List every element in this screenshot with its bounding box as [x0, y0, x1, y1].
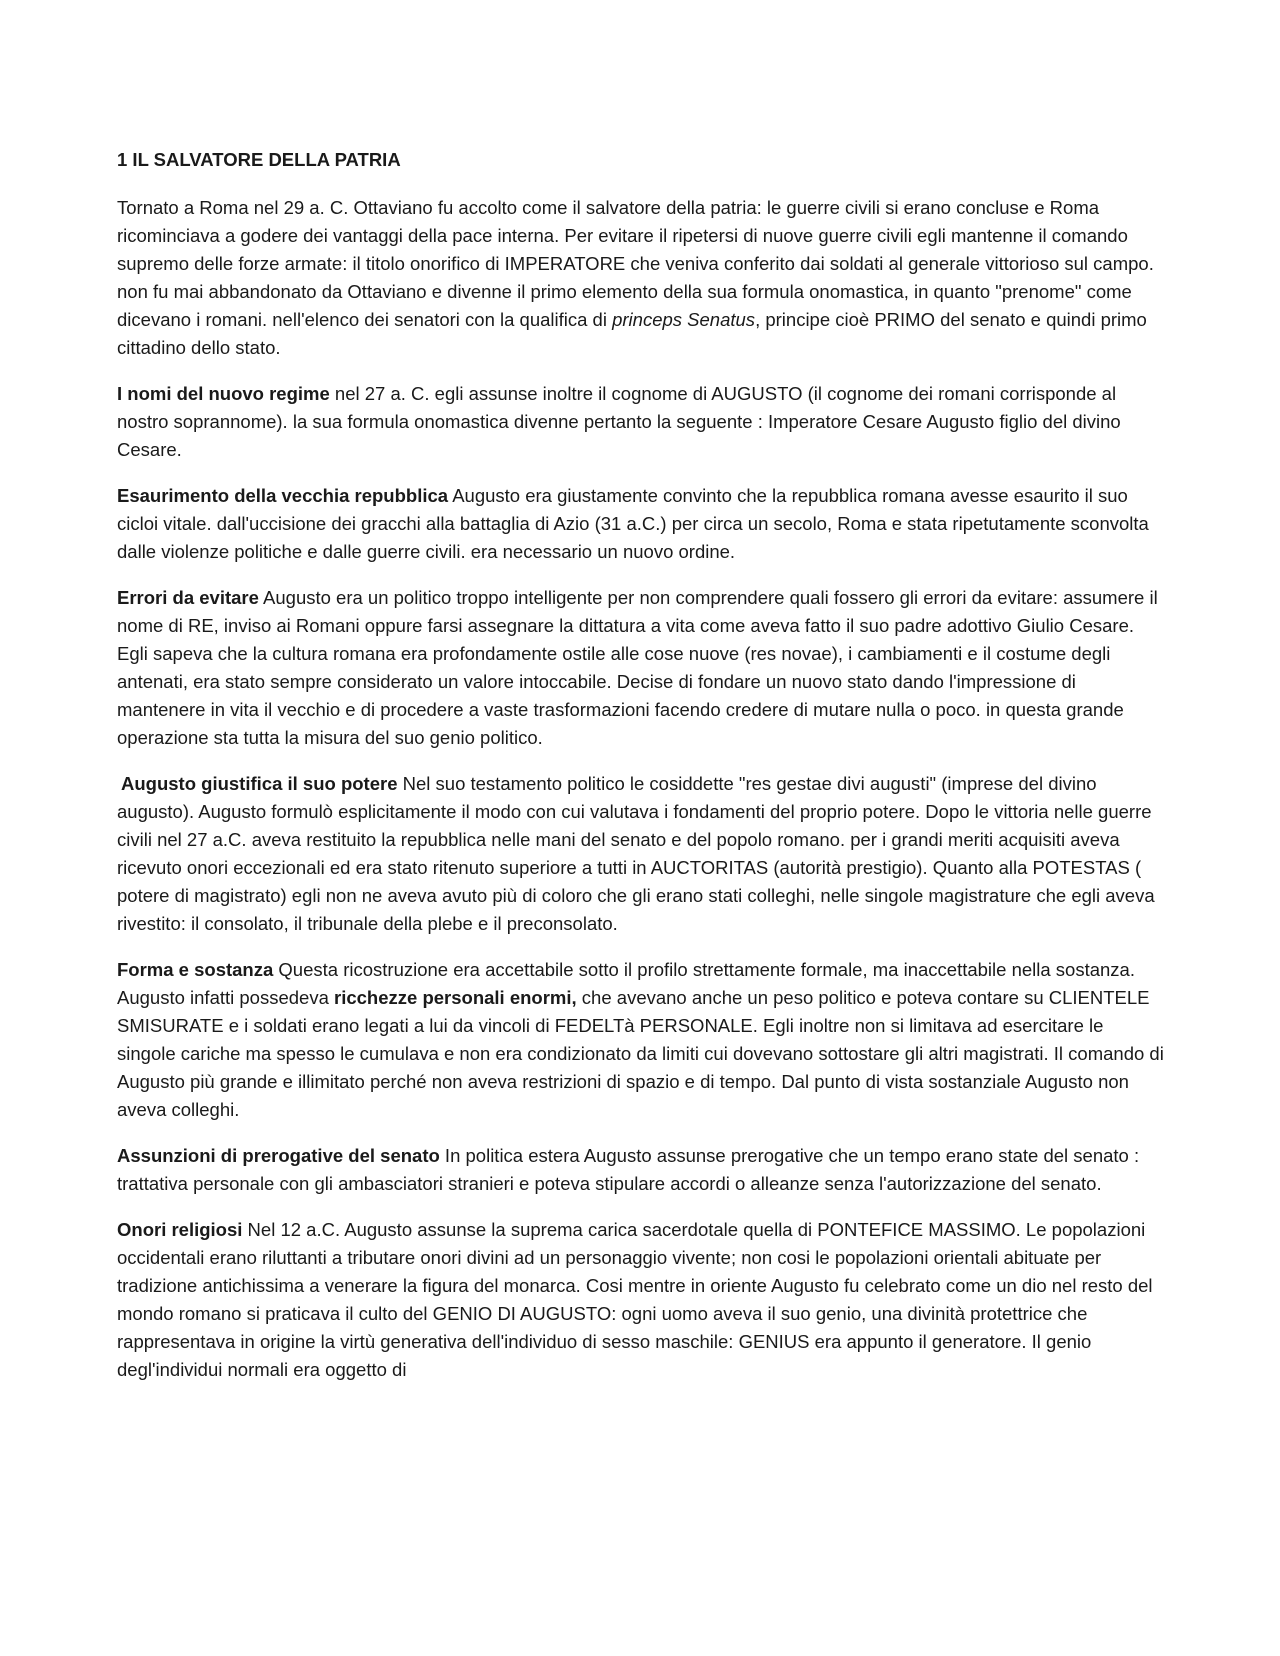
paragraph-heading: Onori religiosi — [117, 1219, 243, 1240]
document-body — [117, 146, 1167, 1402]
paragraph-heading: Forma e sostanza — [117, 959, 274, 980]
paragraph-salvatore: Tornato a Roma nel 29 a. C. Ottaviano fu accolto come il salvatore della patria: le guerre civili si erano concluse e Roma ricominciava a godere dei vantaggi della pace interna. Per evitare il ripetersi di nuove guerre civili egli mantenne il comando supremo delle forze armate: il titolo onorifico di IMPERATORE che veniva conferito dai soldati al generale vittorioso sul campo. non fu mai abbandonato da Ottaviano e divenne il primo elemento della sua formula onomastica, in quanto "prenome" come dicevano i romani. nell'elenco dei senatori con la qualifica di princeps Senatus, principe cioè PRIMO del senato e quindi primo cittadino dello stato. — [117, 197, 1154, 358]
paragraph-esaurimento: Esaurimento della vecchia repubblica Augusto era giustamente convinto che la repubblica romana avesse esaurito il suo cicloi vitale. dall'uccisione dei gracchi alla battaglia di Azio (31 a.C.) per circa un secolo, Roma e stata ripetutamente sconvolta dalle violenze politiche e dalle guerre civili. era necessario un nuovo ordine. — [117, 485, 1149, 562]
paragraph-heading: Errori da evitare — [117, 587, 259, 608]
paragraph-prerogative: Assunzioni di prerogative del senato In politica estera Augusto assunse prerogative che un tempo erano state del senato : trattativa personale con gli ambasciatori stranieri e poteva stipulare accordi o alleanze senza l'autorizzazione del senato. — [117, 1145, 1140, 1194]
italic-term: princeps Senatus — [612, 309, 756, 330]
section-title: 1 IL SALVATORE DELLA PATRIA — [117, 149, 401, 170]
paragraph-heading: Augusto giustifica il suo potere — [121, 773, 398, 794]
bold-phrase: ricchezze personali enormi, — [334, 987, 577, 1008]
paragraph-nomi: I nomi del nuovo regime nel 27 a. C. egli assunse inoltre il cognome di AUGUSTO (il cognome dei romani corrisponde al nostro soprannome). la sua formula onomastica divenne pertanto la seguente : Imperatore Cesare Augusto figlio del divino Cesare. — [117, 383, 1121, 460]
paragraph-heading: Esaurimento della vecchia repubblica — [117, 485, 449, 506]
paragraph-onori: Onori religiosi Nel 12 a.C. Augusto assunse la suprema carica sacerdotale quella di PONTEFICE MASSIMO. Le popolazioni occidentali erano riluttanti a tributare onori divini ad un personaggio vivente; non cosi le popolazioni orientali abituate per tradizione antichissima a venerare la figura del monarca. Cosi mentre in oriente Augusto fu celebrato come un dio nel resto del mondo romano si praticava il culto del GENIO DI AUGUSTO: ogni uomo aveva il suo genio, una divinità protettrice che rappresentava in origine la virtù generativa dell'individuo di sesso maschile: GENIUS era appunto il generatore. Il genio degl'individui normali era oggetto di — [117, 1219, 1153, 1380]
paragraph-errori: Errori da evitare Augusto era un politico troppo intelligente per non comprendere quali fossero gli errori da evitare: assumere il nome di RE, inviso ai Romani oppure farsi assegnare la dittatura a vita come aveva fatto il suo padre adottivo Giulio Cesare. Egli sapeva che la cultura romana era profondamente ostile alle cose nuove (res novae), i cambiamenti e il costume degli antenati, era stato sempre considerato un valore intoccabile. Decise di fondare un nuovo stato dando l'impressione di mantenere in vita il vecchio e di procedere a vaste trasformazioni facendo credere di mutare nulla o poco. in questa grande operazione sta tutta la misura del suo genio politico. — [117, 587, 1158, 748]
paragraph-heading: Assunzioni di prerogative del senato — [117, 1145, 440, 1166]
paragraph-forma: Forma e sostanza Questa ricostruzione era accettabile sotto il profilo strettamente formale, ma inaccettabile nella sostanza. Augusto infatti possedeva ricchezze personali enormi, che avevano anche un peso politico e poteva contare su CLIENTELE SMISURATE e i soldati erano legati a lui da vincoli di FEDELTà PERSONALE. Egli inoltre non si limitava ad esercitare le singole cariche ma spesso le cumulava e non era condizionato da limiti cui dovevano sottostare gli altri magistrati. Il comando di Augusto più grande e illimitato perché non aveva restrizioni di spazio e di tempo. Dal punto di vista sostanziale Augusto non aveva colleghi. — [117, 959, 1164, 1120]
paragraph-heading: I nomi del nuovo regime — [117, 383, 330, 404]
paragraph-giustifica: Augusto giustifica il suo potere Nel suo testamento politico le cosiddette "res gestae divi augusti" (imprese del divino augusto). Augusto formulò esplicitamente il modo con cui valutava i fondamenti del proprio potere. Dopo le vittoria nelle guerre civili nel 27 a.C. aveva restituito la repubblica nelle mani del senato e del popolo romano. per i grandi meriti acquisiti aveva ricevuto onori eccezionali ed era stato ritenuto superiore a tutti in AUCTORITAS (autorità prestigio). Quanto alla POTESTAS ( potere di magistrato) egli non ne aveva avuto più di coloro che gli erano stati colleghi, nelle singole magistrature che egli aveva rivestito: il consolato, il tribunale della plebe e il preconsolato. — [117, 773, 1155, 934]
